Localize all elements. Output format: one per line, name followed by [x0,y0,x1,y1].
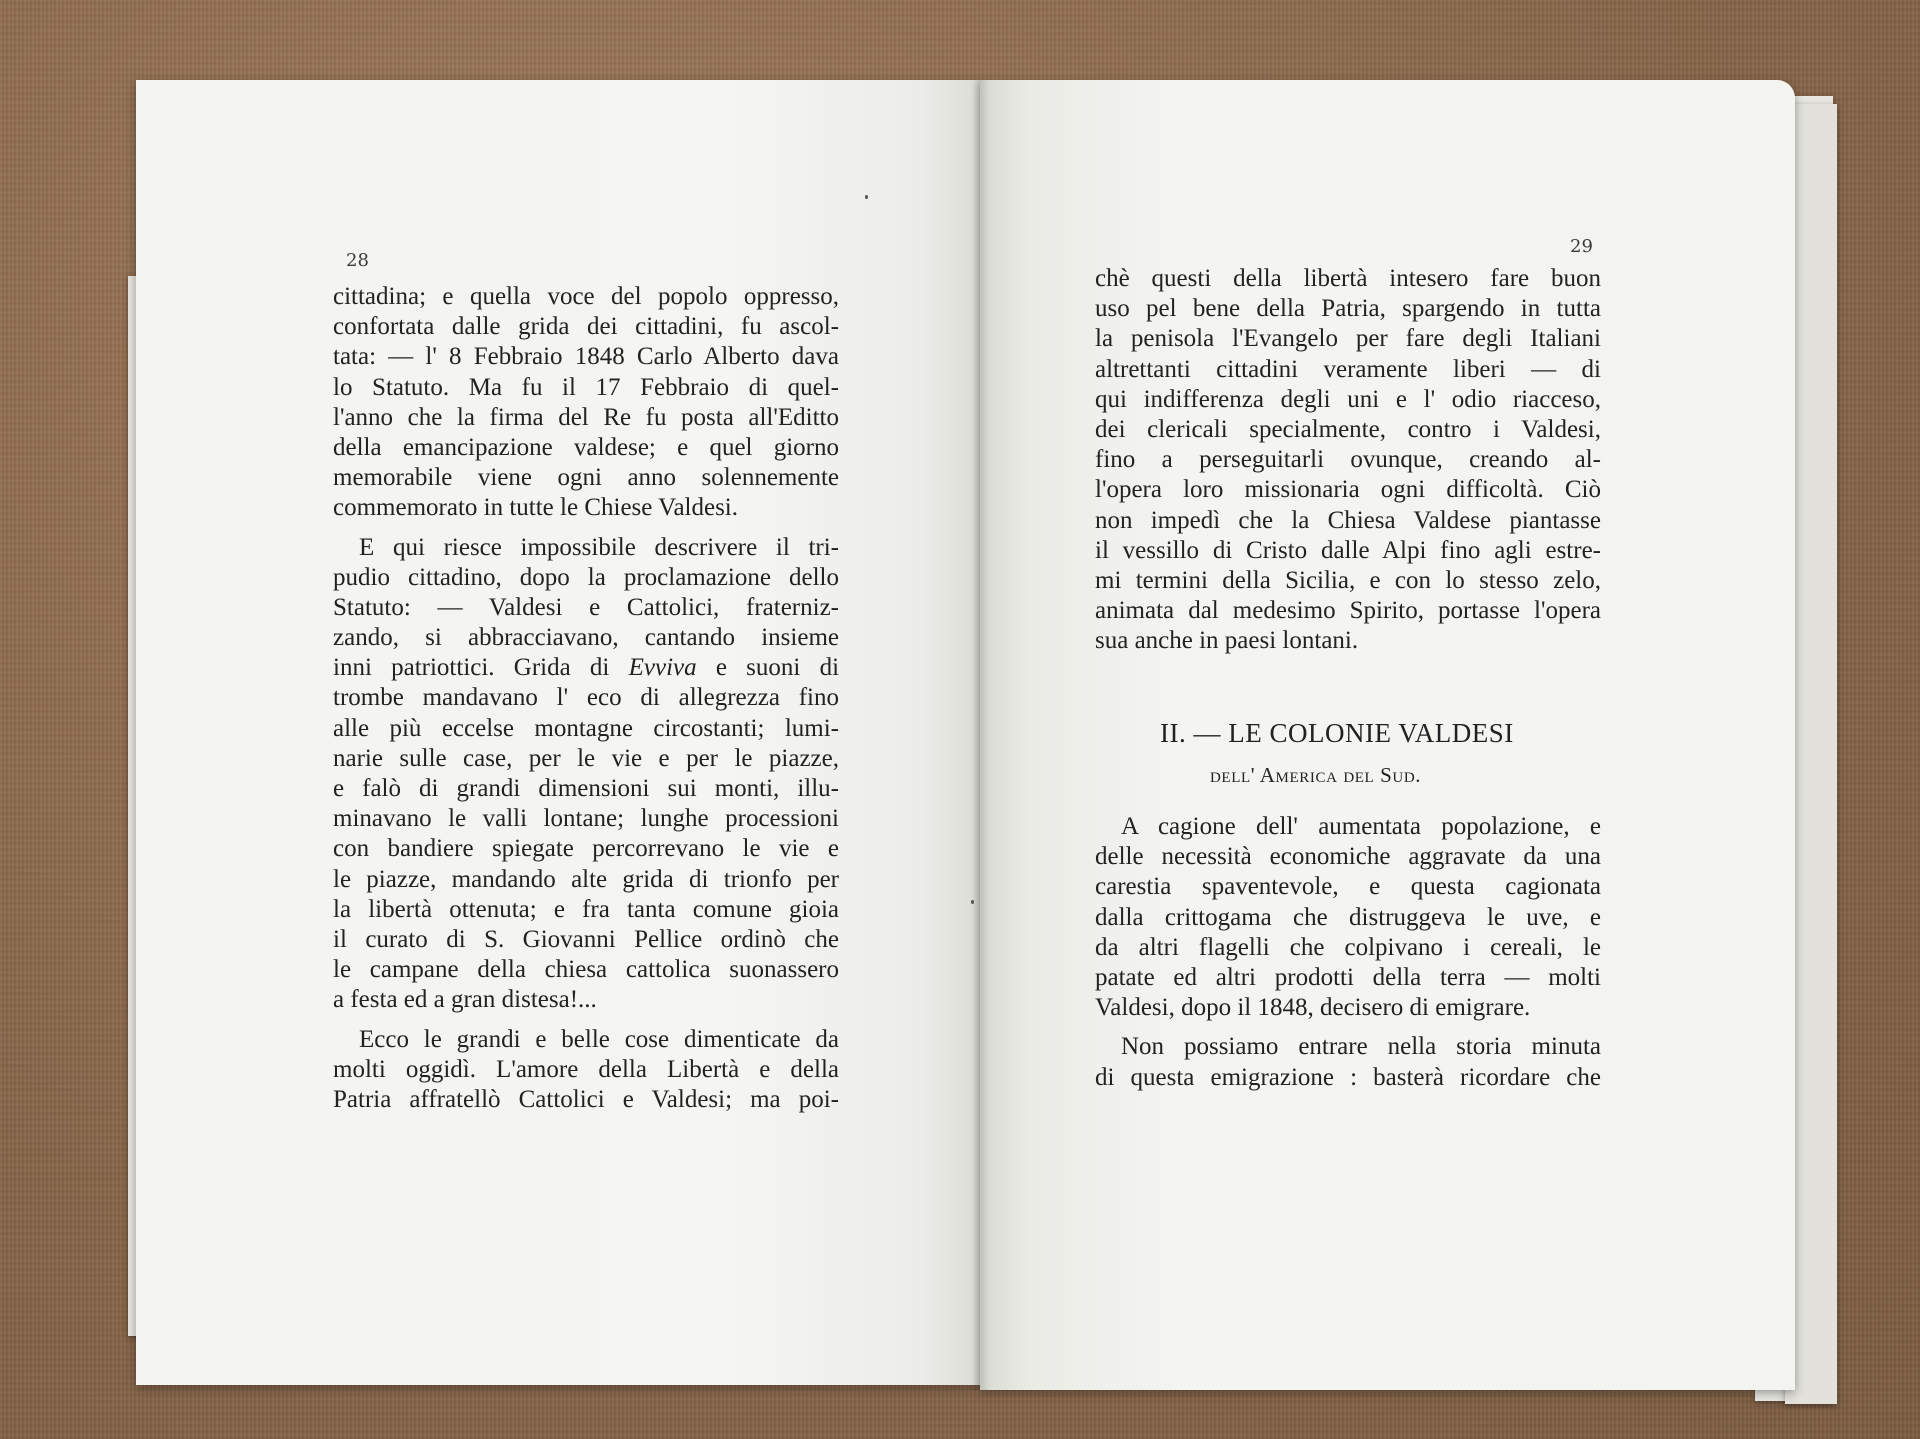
text-line: pudio cittadino, dopo la proclamazione dello [333,563,839,591]
text-line: zando, si abbracciavano, cantando insieme [333,624,839,652]
text-line: non impedì che la Chiesa Valdese piantasse [1095,506,1601,534]
text-line: tata: — l' 8 Febbraio 1848 Carlo Alberto dava [333,343,839,371]
text-line: altrettanti cittadini veramente liberi — di [1095,355,1601,383]
text-line: la libertà ottenuta; e fra tanta comune gioia [333,895,839,923]
text-line: Non possiamo entrare nella storia minuta [1121,1033,1601,1061]
text-line: di questa emigrazione : basterà ricordare che [1095,1063,1601,1091]
text-line: mi termini della Sicilia, e con lo stesso zelo, [1095,566,1601,594]
print-speck [865,195,868,199]
text-line: lo Statuto. Ma fu il 17 Febbraio di quel- [333,373,839,401]
chapter-heading: II. — LE COLONIE VALDESI [1160,718,1514,748]
italic-word: Evviva [628,654,697,682]
text-line: l'opera loro missionaria ogni difficoltà. Ciò [1095,476,1601,504]
text-line: animata dal medesimo Spirito, portasse l'opera [1095,597,1601,625]
text-line: l'anno che la firma del Re fu posta all'Editto [333,403,839,431]
text-line: memorabile viene ogni anno solennemente [333,464,839,492]
text-line: inni patriottici. Grida di Evviva e suoni di [333,654,840,682]
right-page-text-top [1095,264,1601,656]
text-line: E qui riesce impossibile descrivere il tri- [359,533,839,561]
text-line: Ecco le grandi e belle cose dimenticate da [359,1025,839,1053]
text-line: dalla crittogama che distruggeva le uve, e [1095,903,1601,931]
text-line: Valdesi, dopo il 1848, decisero di emigrare. [1095,994,1531,1022]
text-line: minavano le valli lontane; lunghe processioni [333,805,839,833]
right-page-text-bottom [1095,812,1601,1093]
text-line: confortata dalle grida dei cittadini, fu ascol- [333,313,839,341]
text-line: sua anche in paesi lontani. [1095,627,1359,655]
text-line: le piazze, mandando alte grida di trionfo per [333,865,839,893]
print-speck [971,900,974,904]
text-line: A cagione dell' aumentata popolazione, e [1121,813,1601,840]
book-gutter [972,80,990,1390]
text-line: qui indifferenza degli uni e l' odio riacceso, [1095,385,1601,413]
page-number-left: 28 [346,250,369,271]
text-line: carestia spaventevole, e questa cagionata [1095,873,1601,901]
text-line: la penisola l'Evangelo per fare degli Italiani [1095,325,1601,353]
text-line: e falò di grandi dimensioni sui monti, illu- [333,775,839,802]
text-line: cittadina; e quella voce del popolo oppresso, [333,283,839,310]
page-number-right: 29 [1570,236,1593,257]
text-line: fino a perseguitarli ovunque, creando al- [1095,446,1601,474]
text-line: dei clericali specialmente, contro i Valdesi, [1095,415,1601,443]
chapter-subheading: dell' America del Sud. [1210,763,1422,787]
text-line: della emancipazione valdese; e quel giorno [333,433,839,461]
text-line: il curato di S. Giovanni Pellice ordinò che [333,925,839,953]
left-page-text [333,282,839,1115]
text-line: chè questi della libertà intesero fare buon [1095,265,1601,292]
text-line: patate ed altri prodotti della terra — molti [1095,963,1601,991]
text-line: a festa ed a gran distesa!... [333,986,597,1014]
text-line: il vessillo di Cristo dalle Alpi fino agli estre- [1095,536,1601,564]
text-line: trombe mandavano l' eco di allegrezza fino [333,684,839,712]
text-line: uso pel bene della Patria, spargendo in tutta [1095,295,1601,323]
text-line: con bandiere spiegate percorrevano le vie e [333,835,839,863]
text-line: Patria affratellò Cattolici e Valdesi; ma poi- [333,1085,839,1113]
text-line: narie sulle case, per le vie e per le piazze, [333,744,839,772]
text-line: alle più eccelse montagne circostanti; lumi- [333,714,839,742]
text-line: da altri flagelli che colpivano i cereali, le [1095,933,1601,961]
text-line: delle necessità economiche aggravate da una [1095,843,1601,871]
text-line: molti oggidì. L'amore della Libertà e della [333,1055,839,1083]
text-line: Statuto: — Valdesi e Cattolici, fraterniz- [333,593,839,621]
text-line: commemorato in tutte le Chiese Valdesi. [333,494,739,522]
text-line: le campane della chiesa cattolica suonassero [333,956,839,984]
